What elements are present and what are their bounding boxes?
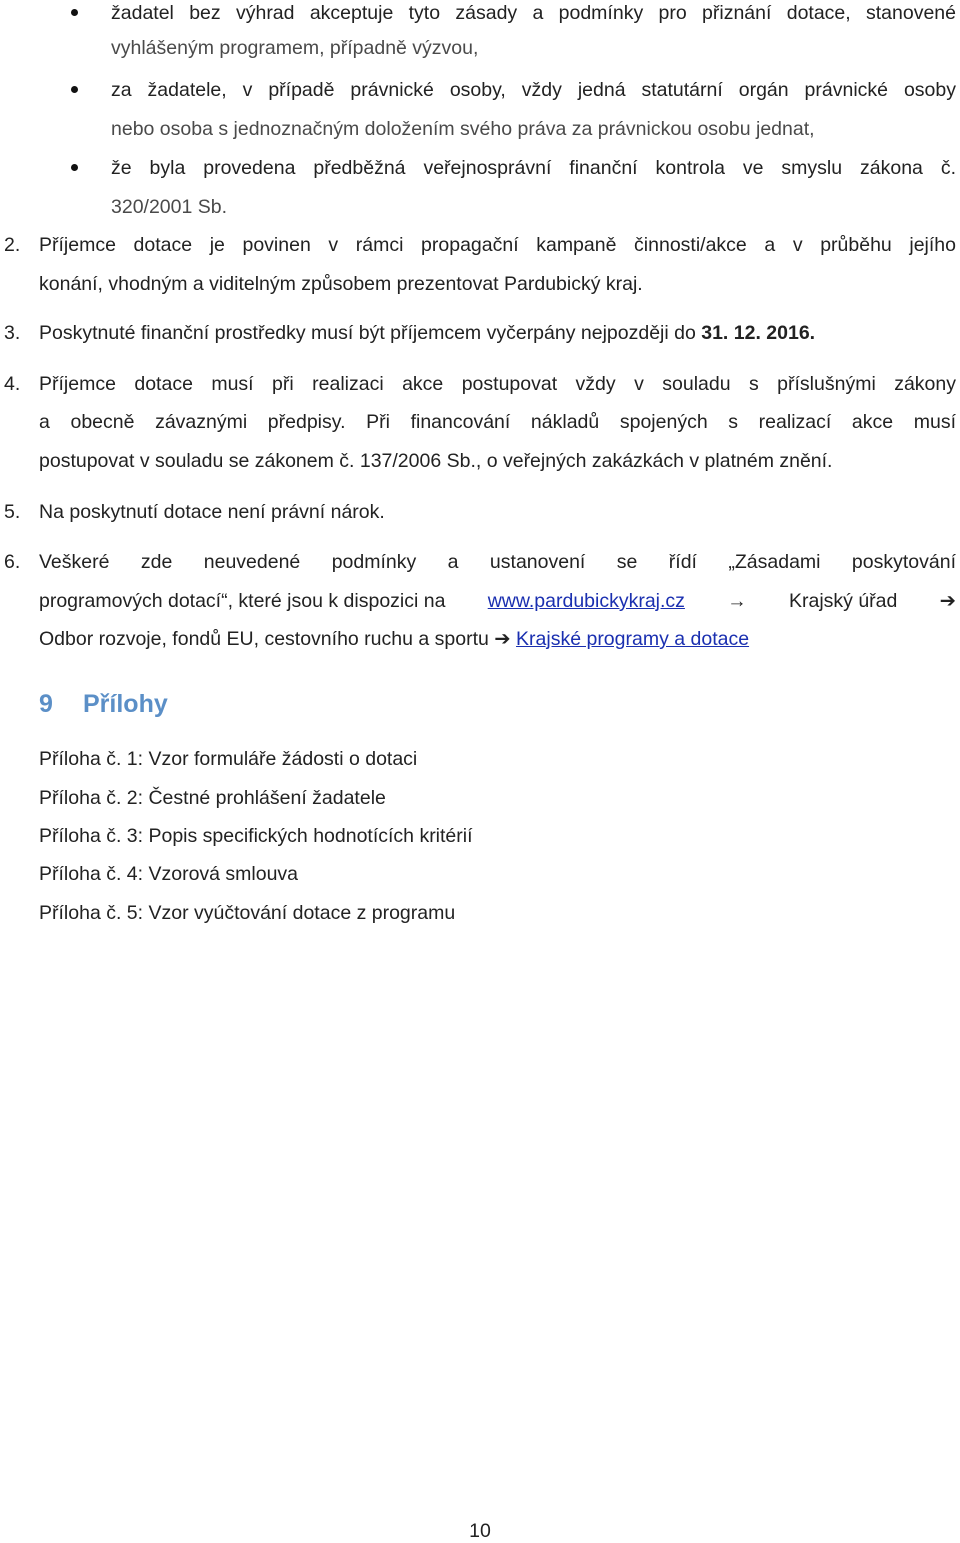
bullet-1-line-1: žadatel bez výhrad akceptuje tyto zásady a podmínky pro přiznání dotace, stanovené (111, 2, 956, 24)
item-number: 6. (4, 551, 21, 573)
item-6-line-1: Veškeré zde neuvedené podmínky a ustanovení se řídí „Zásadami poskytování (39, 551, 956, 573)
item-6-line-2 (39, 589, 956, 613)
bullet-3-line-2: 320/2001 Sb. (111, 196, 228, 218)
item-2-line-1: Příjemce dotace je povinen v rámci propagační kampaně činnosti/akce a v průběhu jejího (39, 234, 956, 256)
item-6-line-3 (39, 627, 956, 651)
item-3-line (39, 321, 956, 345)
bullet-dot-icon (71, 164, 78, 171)
item-2-line-2: konání, vhodným a viditelným způsobem prezentovat Pardubický kraj. (39, 273, 643, 295)
bullet-dot-icon (71, 86, 78, 93)
item-5-line: Na poskytnutí dotace není právní nárok. (39, 501, 385, 523)
right-arrow-icon: → (727, 590, 747, 612)
page-number: 10 (469, 1520, 491, 1542)
item-3-text: Poskytnuté finanční prostředky musí být příjemcem vyčerpány nejpozději do (39, 322, 702, 344)
item-number: 5. (4, 501, 21, 523)
bullet-dot-icon (71, 9, 78, 16)
right-arrow-icon: ➔ (494, 628, 511, 650)
odbor-text: Odbor rozvoje, fondů EU, cestovního ruchu a sportu (39, 628, 489, 650)
section-title: Přílohy (83, 690, 168, 718)
item-4-line-1: Příjemce dotace musí při realizaci akce postupovat vždy v souladu s příslušnými zákony (39, 373, 956, 395)
krajske-programy-link[interactable]: Krajské programy a dotace (516, 628, 750, 650)
bullet-2-line-2: nebo osoba s jednoznačným doložením svého práva za právnickou osobu jednat, (111, 118, 815, 140)
bullet-1-line-2: vyhlášeným programem, případně výzvou, (111, 37, 479, 59)
section-heading (39, 689, 168, 719)
item-number: 4. (4, 373, 21, 395)
item-number: 2. (4, 234, 21, 256)
item-number: 3. (4, 322, 21, 344)
bullet-3-line-1: že byla provedena předběžná veřejnosprávní finanční kontrola ve smyslu zákona č. (111, 157, 956, 179)
attachment-item: Příloha č. 5: Vzor vyúčtování dotace z programu (39, 902, 456, 924)
attachment-item: Příloha č. 2: Čestné prohlášení žadatele (39, 787, 386, 809)
section-number: 9 (39, 690, 53, 718)
attachment-item: Příloha č. 1: Vzor formuláře žádosti o dotaci (39, 748, 418, 770)
attachment-item: Příloha č. 4: Vzorová smlouva (39, 863, 299, 885)
website-link[interactable]: www.pardubickykraj.cz (487, 590, 685, 612)
item-6-text: programových dotací“, které jsou k dispozici na (39, 590, 446, 612)
bullet-2-line-1: za žadatele, v případě právnické osoby, vždy jedná statutární orgán právnické osoby (111, 79, 956, 101)
deadline-date: 31. 12. 2016. (701, 322, 816, 344)
right-arrow-icon: ➔ (939, 590, 956, 612)
item-4-line-2: a obecně závaznými předpisy. Při financování nákladů spojených s realizací akce musí (39, 411, 956, 433)
item-4-line-3: postupovat v souladu se zákonem č. 137/2006 Sb., o veřejných zakázkách v platném znění. (39, 450, 833, 472)
krajsky-urad-text: Krajský úřad (788, 590, 898, 612)
attachment-item: Příloha č. 3: Popis specifických hodnotících kritérií (39, 825, 473, 847)
